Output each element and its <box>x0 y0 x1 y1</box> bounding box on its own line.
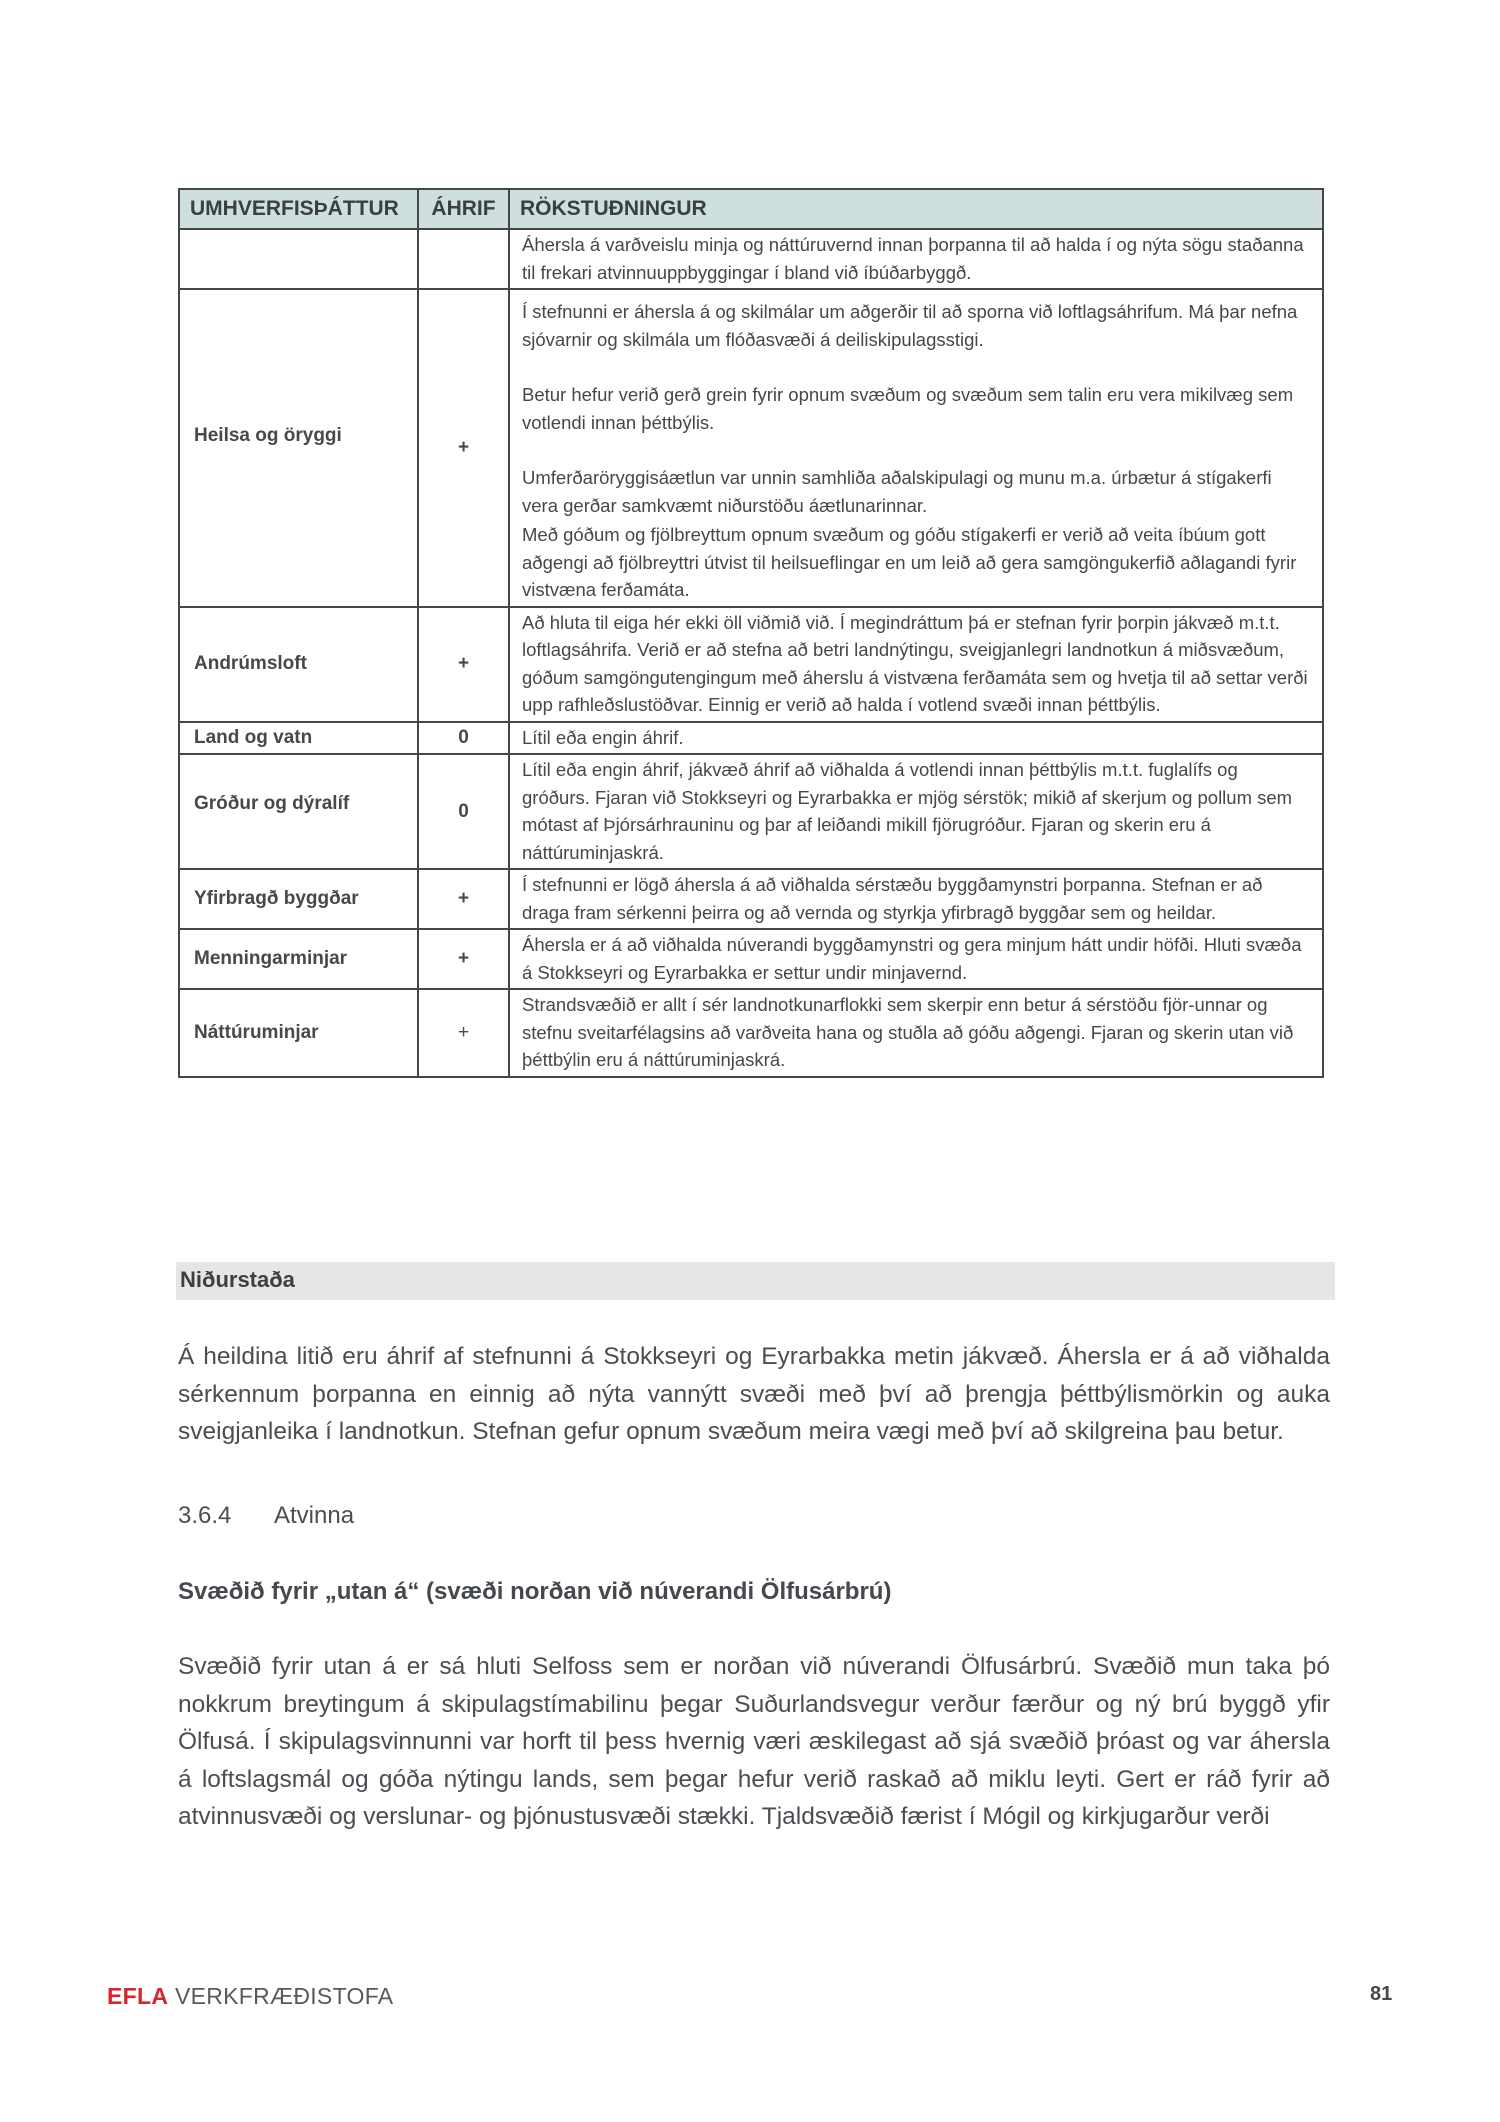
factor-cell: Heilsa og öryggi <box>179 289 418 607</box>
reasoning-cell <box>509 869 1323 929</box>
factor-cell: Land og vatn <box>179 722 418 755</box>
effect-cell: 0 <box>418 722 509 755</box>
reasoning-text: Að hluta til eiga hér ekki öll viðmið við. Í megindráttum þá er stefnan fyrir þorpin jákvæð m.t.t. loftlagsáhrifa. Verið er að stefna að betri landnýtingu, sveigjanlegri landnotkun á miðsvæðum, góðum samgöngutengingum með áherslu á vistvæna ferðamáta sem og hvetja til að settar verði upp rafhleðslustöðvar. Einnig er verið að halda í votlend svæði innan þéttbýlis. <box>522 611 1308 715</box>
company-logo <box>107 1983 393 2010</box>
effect-cell: + <box>418 607 509 722</box>
conclusion-heading-bar <box>176 1262 1335 1300</box>
table-row <box>179 869 1323 929</box>
factor-cell: Andrúmsloft <box>179 607 418 722</box>
effect-cell: 0 <box>418 754 509 869</box>
reasoning-text: Lítil eða engin áhrif. <box>522 726 684 748</box>
reasoning-text: Í stefnunni er áhersla á og skilmálar um aðgerðir til að sporna við loftlagsáhrifum. Má þar nefna sjóvarnir og skilmála um flóðasvæði á deiliskipulagsstigi. <box>522 301 1298 350</box>
reasoning-cell <box>509 929 1323 989</box>
effect-cell: + <box>418 289 509 607</box>
header-factor: UMHVERFISÞÁTTUR <box>179 189 418 229</box>
conclusion-heading: Niðurstaða <box>180 1267 295 1292</box>
table-row <box>179 722 1323 755</box>
reasoning-text: Strandsvæðið er allt í sér landnotkunarflokki sem skerpir enn betur á sérstöðu fjör-unnar og stefnu sveitarfélagsins að varðveita hana og stuðla að góðu aðgengi. Fjaran og skerin utan við þéttbýlin eru á náttúruminjaskrá. <box>522 994 1294 1070</box>
logo-brand: EFLA <box>107 1983 169 2009</box>
reasoning-text: Lítil eða engin áhrif, jákvæð áhrif að viðhalda á votlendi innan þéttbýlis m.t.t. fuglalífs og gróðurs. Fjaran við Stokkseyri og Eyrarbakka er mjög sérstök; mikið af skerjum og pollum sem mótast af Þjórsárhrauninu og þar af leiðandi mikill fjörugróður. Fjaran og skerin eru á náttúruminjaskrá. <box>522 759 1293 863</box>
reasoning-text: Umferðaröryggisáætlun var unnin samhliða aðalskipulagi og munu m.a. úrbætur á stígakerfi vera gerðar samkvæmt niðurstöðu áætlunarinnar. <box>522 467 1272 516</box>
table-row <box>179 229 1323 289</box>
factor-cell: Yfirbragð byggðar <box>179 869 418 929</box>
effect-cell: + <box>418 929 509 989</box>
reasoning-text: Í stefnunni er lögð áhersla á að viðhalda sérstæðu byggðamynstri þorpanna. Stefnan er að draga fram sérkenni þeirra og að vernda og styrkja yfirbragð byggðar sem og heildar. <box>522 874 1263 923</box>
reasoning-cell <box>509 229 1323 289</box>
reasoning-text: Með góðum og fjölbreyttum opnum svæðum og góðu stígakerfi er verið að veita íbúum gott aðgengi að fjölbreyttri útvist til heilsueflingar en um leið að gera samgöngukerfið aðlagandi fyrir vistvæna ferðamáta. <box>522 524 1297 600</box>
reasoning-cell <box>509 607 1323 722</box>
effect-cell <box>418 229 509 289</box>
table-row <box>179 289 1323 607</box>
factor-cell: Gróður og dýralíf <box>179 754 418 869</box>
factor-cell <box>179 229 418 289</box>
reasoning-cell <box>509 289 1323 607</box>
effect-cell: + <box>418 989 509 1077</box>
page-number: 81 <box>1370 1983 1393 2005</box>
subsection-heading: Svæðið fyrir „utan á“ (svæði norðan við núverandi Ölfusárbrú) <box>178 1578 892 1605</box>
header-effect: ÁHRIF <box>418 189 509 229</box>
table-header-row <box>179 189 1323 229</box>
reasoning-cell <box>509 989 1323 1077</box>
conclusion-paragraph: Á heildina litið eru áhrif af stefnunni á Stokkseyri og Eyrarbakka metin jákvæð. Áhersla er á að viðhalda sérkennum þorpanna en einnig að nýta vannýtt svæði með því að þrengja þéttbýlismörkin og auka sveigjanleika í landnotkun. Stefnan gefur opnum svæðum meira vægi með því að skilgreina þau betur. <box>178 1343 1330 1445</box>
section-title: Atvinna <box>274 1502 355 1529</box>
table-row <box>179 754 1323 869</box>
impact-assessment-table <box>178 188 1324 1078</box>
factor-cell: Náttúruminjar <box>179 989 418 1077</box>
table-row <box>179 989 1323 1077</box>
logo-text: VERKFRÆÐISTOFA <box>168 1983 394 2009</box>
effect-cell: + <box>418 869 509 929</box>
reasoning-cell <box>509 754 1323 869</box>
section-heading <box>178 1502 354 1530</box>
reasoning-text: Áhersla á varðveislu minja og náttúruvernd innan þorpanna til að halda í og nýta sögu staðanna til frekari atvinnuuppbyggingar í bland við íbúðarbyggð. <box>522 234 1304 283</box>
reasoning-text: Betur hefur verið gerð grein fyrir opnum svæðum og svæðum sem talin eru vera mikilvæg sem votlendi innan þéttbýlis. <box>522 384 1294 433</box>
header-reasoning: RÖKSTUÐNINGUR <box>509 189 1323 229</box>
reasoning-text: Áhersla er á að viðhalda núverandi byggðamynstri og gera minjum hátt undir höfði. Hluti svæða á Stokkseyri og Eyrarbakka er settur undir minjavernd. <box>522 934 1302 983</box>
section-paragraph: Svæðið fyrir utan á er sá hluti Selfoss sem er norðan við núverandi Ölfusárbrú. Svæðið mun taka þó nokkrum breytingum á skipulagstímabilinu þegar Suðurlandsvegur verður færður og ný brú byggð yfir Ölfusá. Í skipulagsvinnunni var horft til þess hvernig væri æskilegast að sjá svæðið þróast og var áhersla á loftslagsmál og góða nýtingu lands, sem þegar hefur verið raskað að miklu leyti. Gert er ráð fyrir að atvinnusvæði og verslunar- og þjónustusvæði stækki. Tjaldsvæðið færist í Mógil og kirkjugarður verði <box>178 1653 1330 1830</box>
reasoning-cell <box>509 722 1323 755</box>
table-row <box>179 607 1323 722</box>
section-number: 3.6.4 <box>178 1502 232 1529</box>
factor-cell: Menningarminjar <box>179 929 418 989</box>
table-row <box>179 929 1323 989</box>
